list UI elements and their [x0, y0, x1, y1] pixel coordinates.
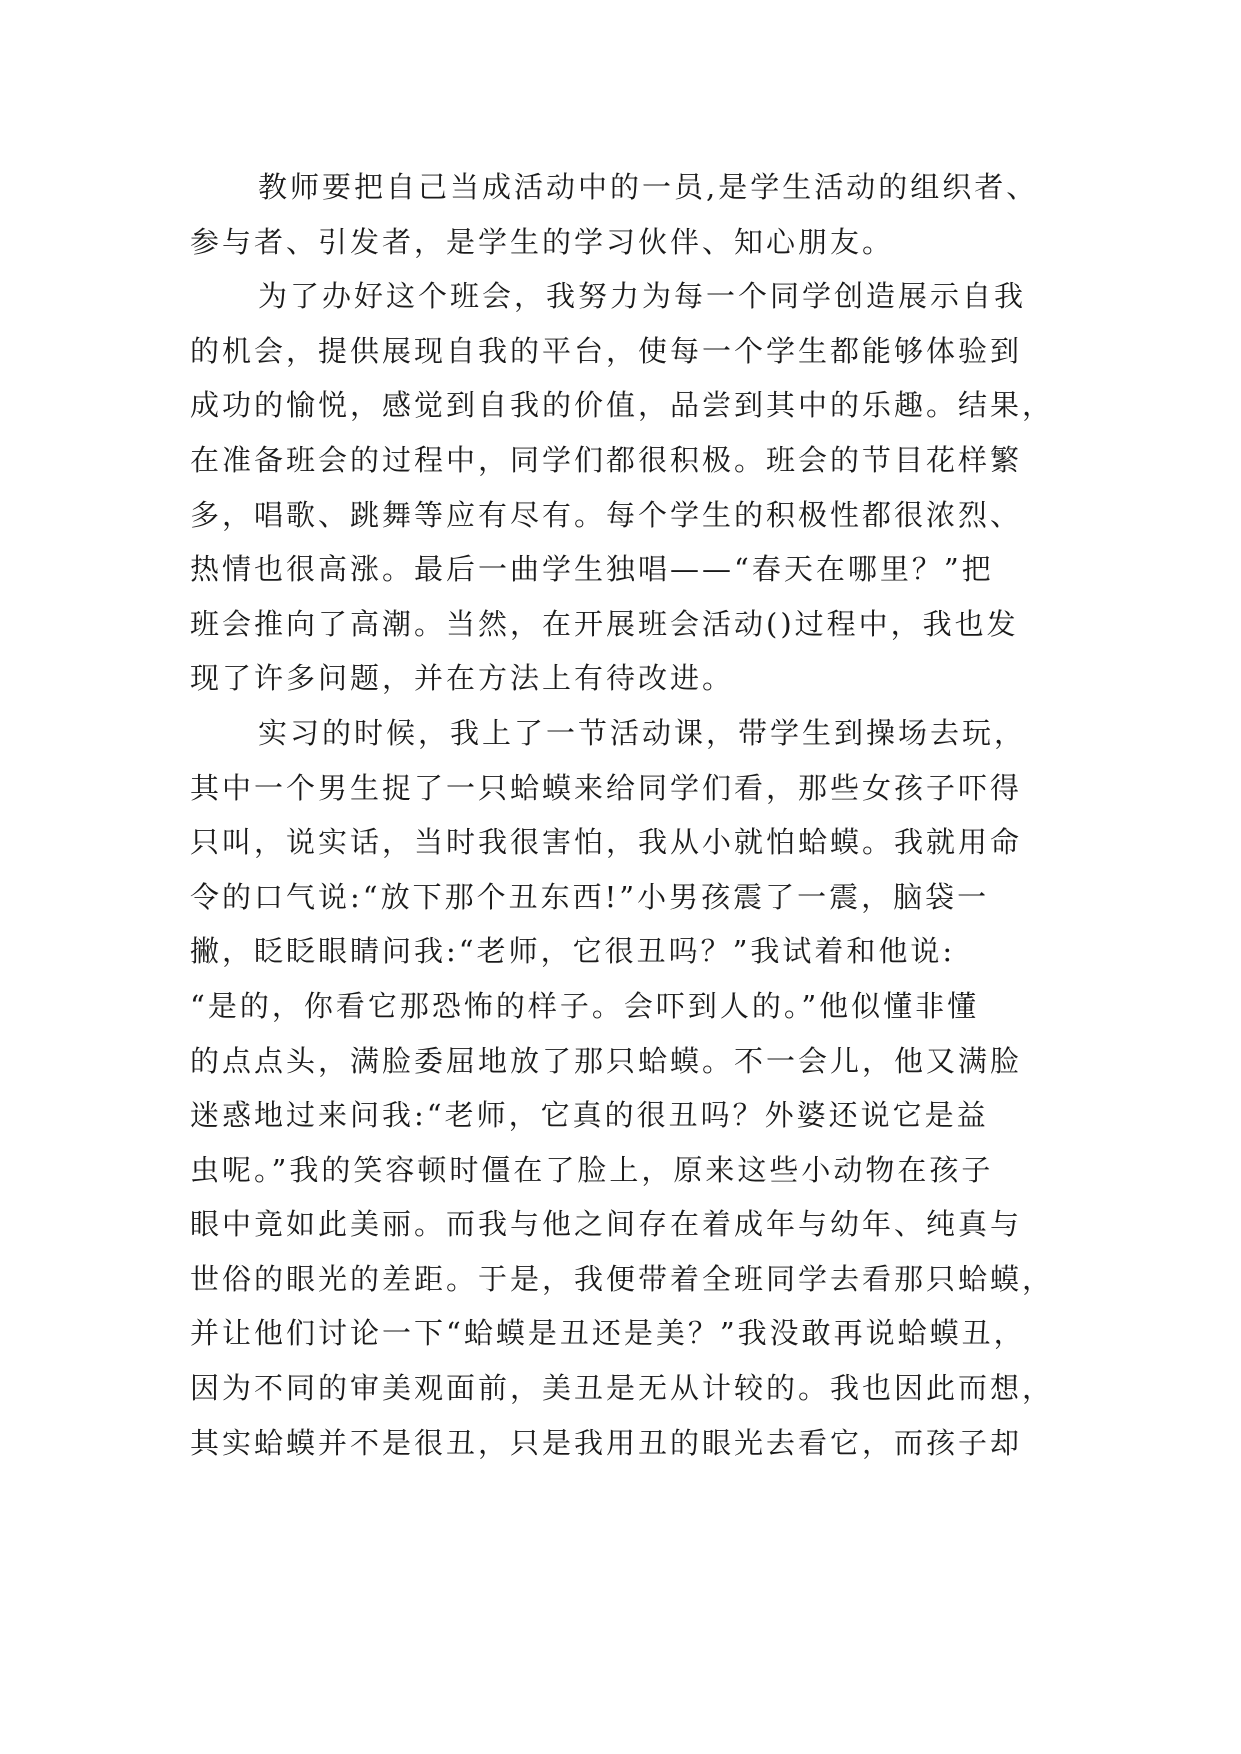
text-line: 并让他们讨论一下“蛤蟆是丑还是美？”我没敢再说蛤蟆丑， [190, 1316, 1026, 1351]
text-line: 成功的愉悦，感觉到自我的价值，品尝到其中的乐趣。结果， [190, 388, 1055, 423]
paragraph-1 [190, 160, 1090, 269]
text-line: 在准备班会的过程中，同学们都很积极。班会的节目花样繁 [190, 442, 1023, 477]
text-line: 其实蛤蟆并不是很丑，只是我用丑的眼光去看它，而孩子却 [190, 1425, 1023, 1460]
text-line: 多，唱歌、跳舞等应有尽有。每个学生的积极性都很浓烈、 [190, 497, 1023, 532]
text-line: 为了办好这个班会，我努力为每一个同学创造展示自我 [258, 279, 1027, 314]
text-line: 令的口气说:“放下那个丑东西!”小男孩震了一震，脑袋一 [190, 879, 990, 914]
text-line: 的机会，提供展现自我的平台，使每一个学生都能够体验到 [190, 333, 1023, 368]
text-line: 因为不同的审美观面前，美丑是无从计较的。我也因此而想， [190, 1371, 1055, 1406]
text-line: 实习的时候，我上了一节活动课，带学生到操场去玩， [258, 715, 1027, 750]
text-line: 的点点头，满脸委屈地放了那只蛤蟆。不一会儿，他又满脸 [190, 1043, 1023, 1078]
body-text [190, 160, 1090, 1470]
text-line: 其中一个男生捉了一只蛤蟆来给同学们看，那些女孩子吓得 [190, 770, 1023, 805]
text-line: 撇，眨眨眼睛问我:“老师，它很丑吗？”我试着和他说: [190, 934, 956, 969]
text-line: 教师要把自己当成活动中的一员,是学生活动的组织者、 [258, 170, 1039, 204]
paragraph-3 [190, 706, 1090, 1470]
text-line: 热情也很高涨。最后一曲学生独唱——“春天在哪里？”把 [190, 552, 994, 587]
text-line: 世俗的眼光的差距。于是，我便带着全班同学去看那只蛤蟆， [190, 1261, 1055, 1296]
text-line: 班会推向了高潮。当然，在开展班会活动()过程中，我也发 [190, 606, 1019, 641]
text-line: 迷惑地过来问我:“老师，它真的很丑吗？外婆还说它是益 [190, 1098, 989, 1133]
text-line: “是的，你看它那恐怖的样子。会吓到人的。”他似懂非懂 [190, 988, 980, 1023]
paragraph-2 [190, 269, 1090, 706]
text-line: 现了许多问题，并在方法上有待改进。 [190, 661, 735, 696]
text-line: 参与者、引发者，是学生的学习伙伴、知心朋友。 [190, 224, 895, 259]
text-line: 虫呢。”我的笑容顿时僵在了脸上，原来这些小动物在孩子 [190, 1152, 994, 1187]
text-line: 只叫，说实话，当时我很害怕，我从小就怕蛤蟆。我就用命 [190, 825, 1023, 860]
text-line: 眼中竟如此美丽。而我与他之间存在着成年与幼年、纯真与 [190, 1207, 1023, 1242]
